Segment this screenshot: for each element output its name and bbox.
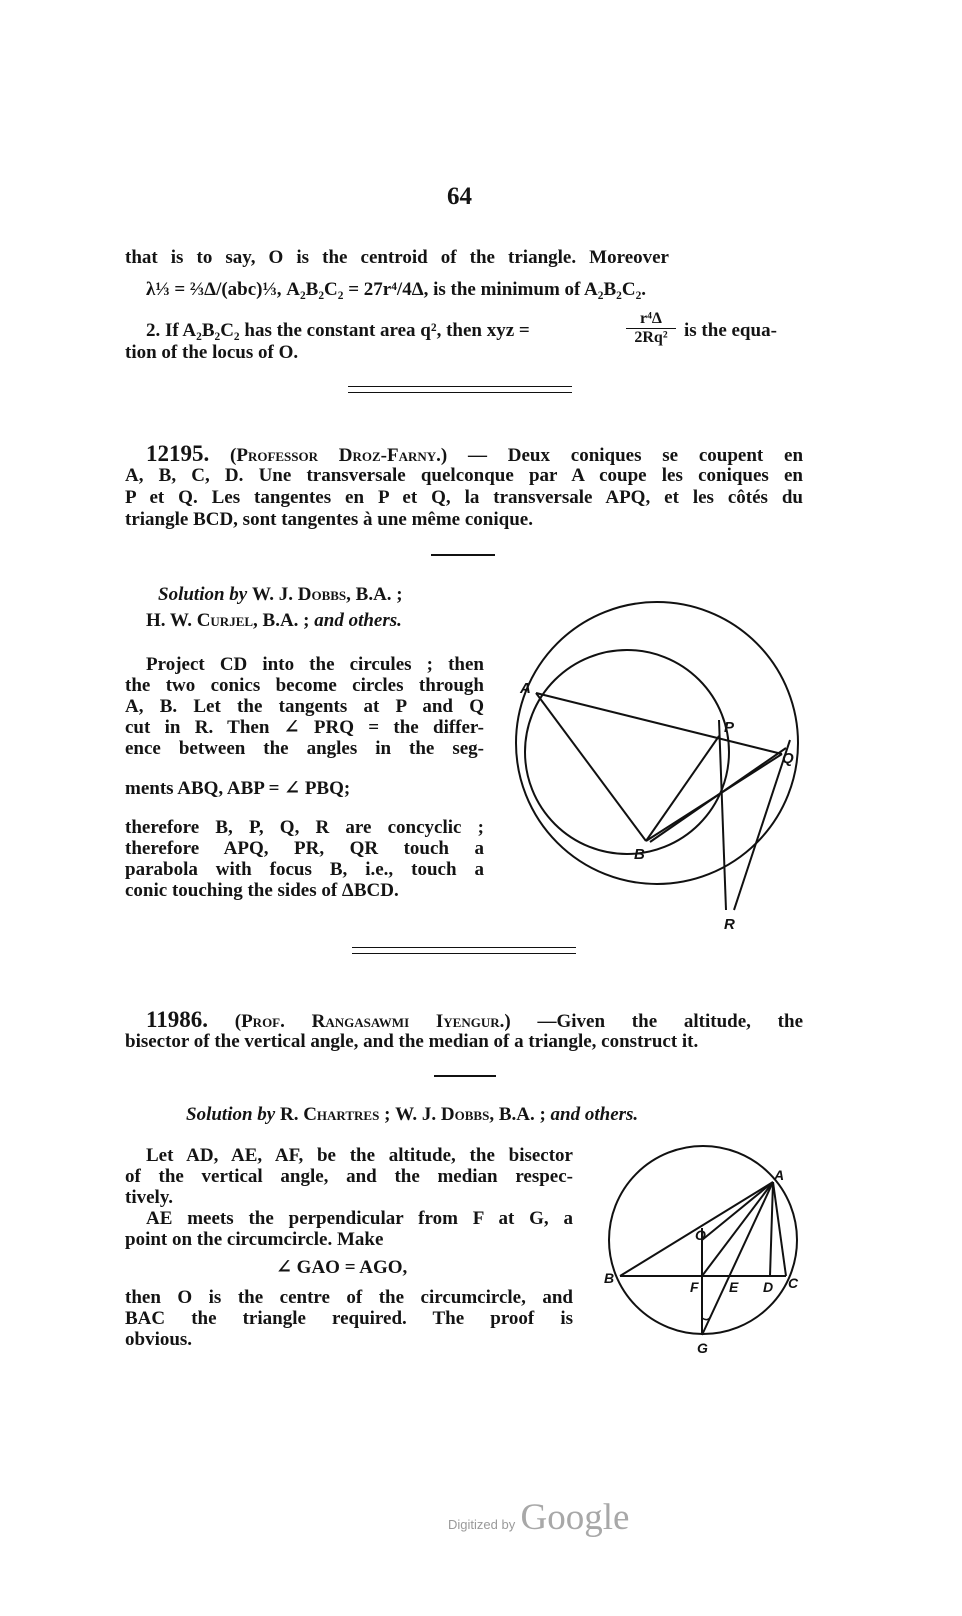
label-G: G (697, 1340, 708, 1356)
solution-12195-body-4: cut in R. Then ∠ PRQ = the differ- (125, 717, 484, 738)
solution-12195-body2-2: therefore APQ, PR, QR touch a (125, 838, 484, 859)
solution-11986-body-5: point on the circumcircle. Make (125, 1229, 384, 1250)
label-D: D (763, 1279, 774, 1295)
solution-12195-body-3: A, B. Let the tangents at P and Q (125, 696, 484, 717)
label-A: A (520, 680, 531, 697)
solution-11986-body-2: of the vertical angle, and the median respec- (125, 1166, 573, 1187)
solver-name: R. Chartres ; (279, 1104, 391, 1125)
label-B: B (604, 1270, 615, 1286)
digitized-label: Digitized by (448, 1517, 516, 1532)
problem-11986-line-2: bisector of the vertical angle, and the median of a triangle, construct it. (125, 1031, 699, 1052)
solution-by-label: Solution by (158, 584, 248, 605)
line-ad (770, 1182, 773, 1276)
section-divider-2b (352, 953, 576, 954)
solution-11986-body2-1: then O is the centre of the circumcircle, and (125, 1287, 573, 1308)
solver-name: H. W. Curjel, B.A. ; (146, 610, 310, 631)
line-pr (719, 720, 726, 910)
line-ao (702, 1182, 773, 1240)
problem-proposer: (Professor Droz-Farny.) (230, 445, 448, 466)
solver-name: W. J. Dobbs, B.A. ; (251, 584, 403, 605)
line-ac (773, 1182, 786, 1276)
solution-by-label: Solution by (186, 1104, 276, 1125)
fraction-denominator: 2Rq² (634, 329, 668, 346)
problem-12195-line-3: P et Q. Les tangentes en P et Q, la transversale APQ, et les côtés du (125, 487, 803, 508)
intro-line-4: tion of the locus of O. (125, 342, 299, 363)
solution-12195-body2-1: therefore B, P, Q, R are concyclic ; (125, 817, 484, 838)
solution-11986-by-line (186, 1104, 638, 1126)
short-divider-2 (434, 1075, 496, 1077)
figure-circles-tangents (500, 580, 820, 940)
figure-circumcircle-triangle (598, 1138, 818, 1358)
section-divider-1b (348, 392, 572, 393)
problem-text: —Given the altitude, the (537, 1011, 804, 1032)
solution-11986-body-3: tively. (125, 1187, 174, 1208)
intro-line-3-suffix: is the equa- (684, 320, 777, 341)
label-R: R (724, 916, 735, 933)
problem-number: 11986. (146, 1007, 208, 1032)
solver-name: W. J. Dobbs, B.A. ; (395, 1104, 546, 1125)
solution-12195-body-1: Project CD into the circules ; then (146, 654, 484, 675)
problem-12195-line-2: A, B, C, D. Une transversale quelconque par A coupe les coniques en (125, 465, 803, 486)
line-bp (646, 736, 719, 841)
line-aq (536, 693, 782, 754)
and-others: and others. (550, 1104, 639, 1125)
intro-line-1: that is to say, O is the centroid of the triangle. Moreover (125, 247, 669, 268)
problem-12195-line-4: triangle BCD, sont tangentes à une même conique. (125, 509, 533, 530)
solution-12195-solvers-line (146, 610, 402, 632)
label-B: B (634, 846, 645, 863)
solution-12195-body2-3: parabola with focus B, i.e., touch a (125, 859, 484, 880)
label-E: E (729, 1279, 739, 1295)
solution-12195-by-line (158, 584, 403, 606)
solution-11986-body-4: AE meets the perpendicular from F at G, a (146, 1208, 573, 1229)
line-tangent-p (650, 748, 786, 842)
label-P: P (724, 719, 735, 736)
solution-12195-body2-4: conic touching the sides of ΔBCD. (125, 880, 399, 901)
label-A: A (774, 1167, 785, 1183)
solution-11986-body2-2: BAC the triangle required. The proof is (125, 1308, 573, 1329)
solution-11986-body2-3: obvious. (125, 1329, 193, 1350)
short-divider-1 (431, 554, 495, 556)
intro-formula: λ⅓ = ⅔Δ/(abc)⅓, A₂B₂C₂ = 27r⁴/4Δ, is the minimum of A₂B₂C₂. (146, 279, 647, 300)
label-O: O (695, 1227, 706, 1243)
problem-number: 12195. (146, 441, 210, 466)
solution-11986-equation: ∠ GAO = AGO, (276, 1257, 408, 1278)
solution-12195-equation: ments ABQ, ABP = ∠ PBQ; (125, 778, 351, 799)
line-af (702, 1182, 773, 1276)
intro-fraction (626, 310, 676, 347)
google-wordmark: Google (520, 1497, 630, 1538)
problem-12195-line-1 (146, 443, 803, 467)
problem-text: — Deux coniques se coupent en (468, 445, 804, 466)
label-C: C (788, 1275, 799, 1291)
solution-12195-body-5: ence between the angles in the seg- (125, 738, 484, 759)
section-divider-1a (348, 386, 572, 387)
solution-12195-body-2: the two conics become circles through (125, 675, 484, 696)
problem-proposer: (Prof. Rangasawmi Iyengur.) (234, 1011, 511, 1032)
label-Q: Q (782, 750, 794, 767)
fraction-numerator: r⁴Δ (640, 310, 662, 327)
and-others: and others. (314, 610, 402, 631)
page-number: 64 (447, 183, 472, 210)
digitized-footer (448, 1496, 629, 1539)
intro-line-3-prefix: 2. If A₂B₂C₂ has the constant area q², then xyz = (146, 320, 530, 341)
problem-11986-line-1 (146, 1009, 803, 1033)
label-F: F (690, 1279, 699, 1295)
section-divider-2a (352, 947, 576, 948)
inner-circle (525, 650, 729, 854)
solution-11986-body-1: Let AD, AE, AF, be the altitude, the bisector (146, 1145, 573, 1166)
